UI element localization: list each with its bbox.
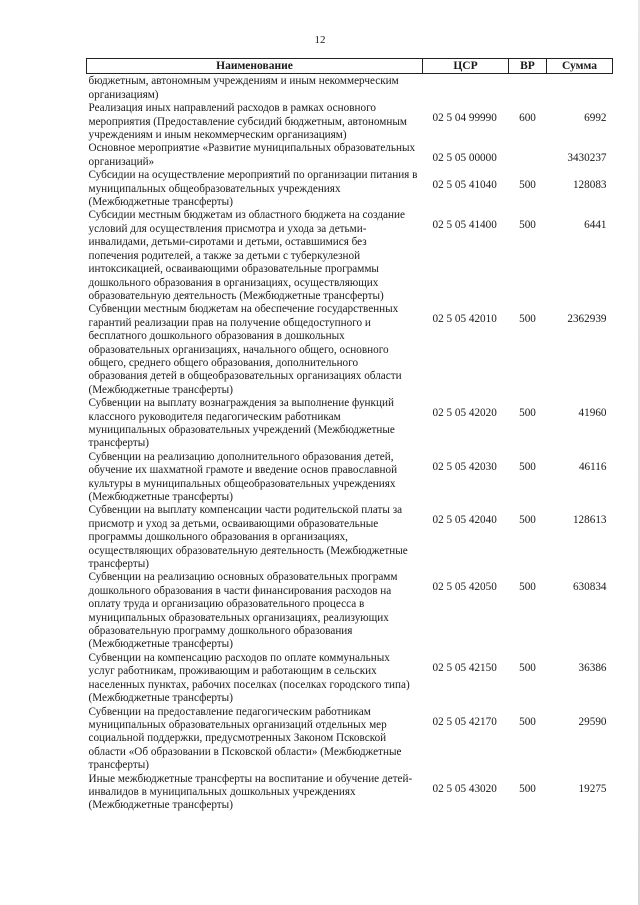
row-name: Субсидии на осуществление мероприятий по организации питания в муниципальных общеобразовательных учреждениях (Межбюджетные трансферты) [88,169,418,209]
table-row [87,571,613,651]
row-vr: 500 [519,514,536,527]
row-sum: 29590 [578,715,607,728]
table-row [87,74,613,102]
row-sum: 19275 [578,782,607,795]
row-sum: 3430237 [567,152,607,165]
row-vr: 500 [519,460,536,473]
row-name: Субвенции местным бюджетам на обеспечение государственных гарантий реализации прав на получение общедоступного и бесплатного дошкольного образования в дошкольных образовательных организациях, начального общего, основного общего, среднего общего образования, дополнительного образования детей в общеобразовательных организациях области (Межбюджетные трансферты) [88,303,402,396]
table-row [87,102,613,142]
row-vr: 500 [519,782,536,795]
row-sum: 41960 [578,407,607,420]
row-vr: 500 [519,179,536,192]
row-vr: 500 [519,715,536,728]
table-header [87,59,613,74]
row-name: Субвенции на выплату вознаграждения за выполнение функций классного руководителя педагогическим работникам муниципальных образовательных учреждений (Межбюджетные трансферты) [88,397,395,450]
row-name: Субвенции на реализацию основных образовательных программ дошкольного образования в части финансирования расходов на оплату труда и организацию образовательного процесса в муниципальных образовательных организациях, реализующих образовательную программу дошкольного образования (Межбюджетные трансферты) [88,571,398,651]
table-body [87,74,613,813]
row-csr: 02 5 05 41040 [432,179,497,192]
row-csr: 02 5 05 42040 [432,514,497,527]
row-csr: 02 5 05 43020 [432,782,497,795]
row-sum: 2362939 [567,313,607,326]
row-name: Субвенции на предоставление педагогическим работникам муниципальных образовательных организаций отдельных мер социальной поддержки, предусмотренных Законом Псковской области «Об образовании в Псковской области» (Межбюджетные трансферты) [88,705,402,772]
row-vr [509,74,547,102]
header-sum: Сумма [547,59,613,74]
row-vr: 500 [519,581,536,594]
header-name: Наименование [87,59,423,74]
row-vr [509,142,547,169]
row-csr: 02 5 05 42170 [432,715,497,728]
table-row [87,706,613,773]
row-name: бюджетным, автономным учреждениям и иным некоммерческим организациям) [88,75,399,101]
row-name: Субвенции на компенсацию расходов по оплате коммунальных услуг работникам, проживающим и работающим в сельских населенных пунктах, рабочих поселках (поселках городского типа) (Межбюджетные трансферты) [88,651,410,705]
row-name: Субвенции на выплату компенсации части родительской платы за присмотр и уход за детьми, осваивающими образовательные программы дошкольного образования в организациях, осуществляющих образовательную деятельность (Межбюджетные трансферты) [88,504,408,571]
row-sum: 36386 [578,661,607,674]
table-row [87,169,613,209]
budget-table [86,58,613,813]
row-vr: 500 [519,313,536,326]
row-name: Субсидии местным бюджетам из областного бюджета на создание условий для осуществления присмотра и ухода за детьми-инвалидами, детьми-сиротами и детьми, оставшимися без попечения родителей, а также за детьми с туберкулезной интоксикацией, осваивающими образовательные программы дошкольного образования в организациях, осуществляющих образовательную деятельность (Межбюджетные трансферты) [88,209,405,302]
table-row [87,652,613,706]
row-csr: 02 5 05 42150 [432,661,497,674]
row-csr: 02 5 05 42030 [432,460,497,473]
header-vr: ВР [509,59,547,74]
row-name: Реализация иных направлений расходов в рамках основного мероприятия (Предоставление субсидий бюджетным, автономным учреждениям и иным некоммерческим организациям) [88,102,407,142]
row-vr: 500 [519,661,536,674]
row-vr: 500 [519,219,536,232]
row-csr: 02 5 05 00000 [432,152,497,165]
row-name: Субвенции на реализацию дополнительного образования детей, обучение их шахматной грамоте и введение основ православной культуры в муниципальных общеобразовательных учреждениях (Межбюджетные трансферты) [88,450,398,503]
row-vr: 500 [519,407,536,420]
row-csr: 02 5 05 42020 [432,407,497,420]
row-name: Основное мероприятие «Развитие муниципальных образовательных организаций» [88,142,416,168]
row-vr: 600 [519,112,536,125]
table-row [87,142,613,169]
row-sum [547,74,613,102]
row-csr: 02 5 04 99990 [432,112,497,125]
row-csr [423,74,509,102]
row-sum: 128613 [572,514,607,527]
row-sum: 46116 [578,460,607,473]
table-row [87,504,613,571]
table-row [87,397,613,451]
table-row [87,303,613,397]
row-sum: 630834 [572,581,607,594]
row-sum: 128083 [572,179,607,192]
row-csr: 02 5 05 42010 [432,313,497,326]
row-sum: 6992 [584,112,607,125]
header-csr: ЦСР [423,59,509,74]
page-number: 12 [314,34,326,46]
table-row [87,773,613,813]
row-sum: 6441 [584,219,607,232]
table-row [87,209,613,303]
row-csr: 02 5 05 41400 [432,219,497,232]
table-row [87,451,613,505]
row-name: Иные межбюджетные трансферты на воспитание и обучение детей-инвалидов в муниципальных дошкольных учреждениях (Межбюджетные трансферты) [88,772,413,812]
row-csr: 02 5 05 42050 [432,581,497,594]
